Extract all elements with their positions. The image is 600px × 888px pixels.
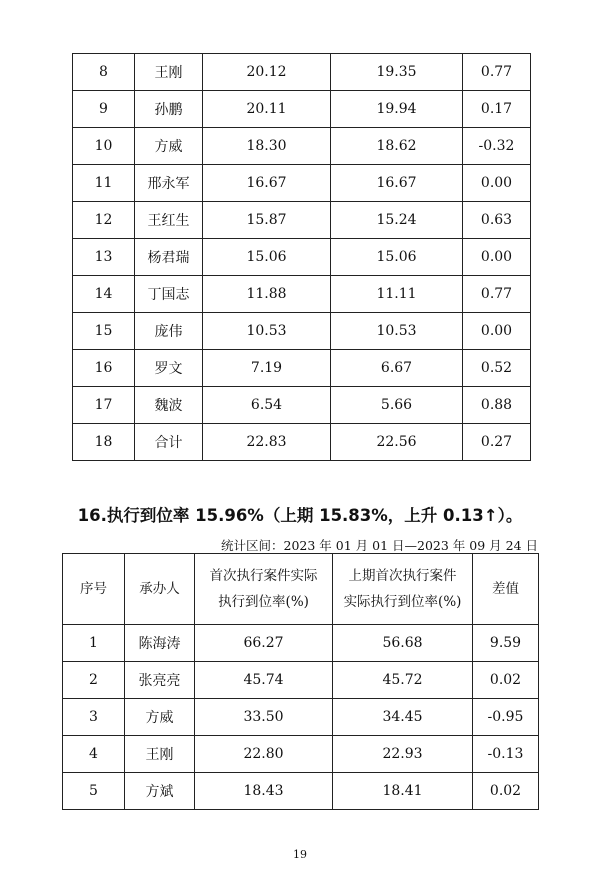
header-index: 序号 [63, 554, 125, 625]
header-current-rate-line1: 首次执行案件实际 [209, 568, 318, 584]
cell-index: 17 [73, 387, 135, 424]
cell-difference: 0.77 [463, 54, 531, 91]
table-row [73, 54, 531, 91]
table-row [73, 165, 531, 202]
cell-index: 18 [73, 424, 135, 461]
rate-table-continued [72, 53, 531, 461]
cell-current-rate: 20.12 [203, 54, 331, 91]
table-row [73, 313, 531, 350]
cell-current-rate: 33.50 [195, 699, 333, 736]
table-row [63, 625, 539, 662]
cell-handler: 丁国志 [135, 276, 203, 313]
cell-index: 8 [73, 54, 135, 91]
cell-index: 11 [73, 165, 135, 202]
cell-current-rate: 66.27 [195, 625, 333, 662]
cell-handler: 魏波 [135, 387, 203, 424]
cell-difference: 0.63 [463, 202, 531, 239]
cell-index: 13 [73, 239, 135, 276]
table-row [63, 773, 539, 810]
cell-previous-rate: 16.67 [331, 165, 463, 202]
cell-previous-rate: 19.35 [331, 54, 463, 91]
rate-table-body [73, 54, 531, 461]
cell-index: 2 [63, 662, 125, 699]
cell-handler: 杨君瑞 [135, 239, 203, 276]
cell-difference: 0.27 [463, 424, 531, 461]
section-heading: 16.执行到位率 15.96%（上期 15.83%，上升 0.13↑）。 [77, 506, 523, 525]
cell-previous-rate: 22.56 [331, 424, 463, 461]
table-row [73, 202, 531, 239]
header-current-rate-line2: 执行到位率(%) [218, 594, 309, 610]
cell-index: 12 [73, 202, 135, 239]
cell-index: 4 [63, 736, 125, 773]
cell-current-rate: 45.74 [195, 662, 333, 699]
cell-current-rate: 15.06 [203, 239, 331, 276]
execution-rate-table-body [63, 554, 539, 810]
cell-previous-rate: 15.06 [331, 239, 463, 276]
header-difference: 差值 [473, 554, 539, 625]
table-row [73, 91, 531, 128]
cell-current-rate: 18.30 [203, 128, 331, 165]
cell-index: 14 [73, 276, 135, 313]
page-number: 19 [293, 848, 307, 861]
table-row [73, 276, 531, 313]
cell-index: 15 [73, 313, 135, 350]
cell-handler: 孙鹏 [135, 91, 203, 128]
statistics-period: 统计区间：2023 年 01 月 01 日—2023 年 09 月 24 日 [221, 538, 538, 553]
cell-index: 10 [73, 128, 135, 165]
cell-difference: 0.00 [463, 239, 531, 276]
cell-previous-rate: 15.24 [331, 202, 463, 239]
table-row [73, 387, 531, 424]
cell-previous-rate: 10.53 [331, 313, 463, 350]
cell-current-rate: 7.19 [203, 350, 331, 387]
cell-handler: 王刚 [125, 736, 195, 773]
cell-current-rate: 11.88 [203, 276, 331, 313]
cell-difference: 0.02 [473, 662, 539, 699]
table-row [63, 736, 539, 773]
cell-previous-rate: 5.66 [331, 387, 463, 424]
cell-difference: 0.00 [463, 165, 531, 202]
cell-previous-rate: 18.62 [331, 128, 463, 165]
table-row [73, 424, 531, 461]
cell-difference: 0.00 [463, 313, 531, 350]
cell-index: 1 [63, 625, 125, 662]
cell-previous-rate: 19.94 [331, 91, 463, 128]
cell-handler: 罗文 [135, 350, 203, 387]
cell-previous-rate: 18.41 [333, 773, 473, 810]
table-row [73, 350, 531, 387]
header-current-rate [195, 554, 333, 625]
cell-previous-rate: 45.72 [333, 662, 473, 699]
cell-handler: 邢永军 [135, 165, 203, 202]
header-previous-rate-line2: 实际执行到位率(%) [343, 594, 462, 610]
cell-index: 3 [63, 699, 125, 736]
cell-current-rate: 20.11 [203, 91, 331, 128]
cell-current-rate: 10.53 [203, 313, 331, 350]
header-previous-rate [333, 554, 473, 625]
cell-index: 16 [73, 350, 135, 387]
cell-difference: -0.95 [473, 699, 539, 736]
cell-difference: -0.13 [473, 736, 539, 773]
cell-difference: 0.02 [473, 773, 539, 810]
cell-difference: 0.88 [463, 387, 531, 424]
table-header-row [63, 554, 539, 625]
cell-previous-rate: 34.45 [333, 699, 473, 736]
cell-handler: 方威 [125, 699, 195, 736]
cell-handler: 王刚 [135, 54, 203, 91]
table-row [73, 239, 531, 276]
cell-current-rate: 16.67 [203, 165, 331, 202]
cell-previous-rate: 11.11 [331, 276, 463, 313]
header-previous-rate-line1: 上期首次执行案件 [348, 568, 457, 584]
table-row [63, 662, 539, 699]
cell-current-rate: 22.80 [195, 736, 333, 773]
table-row [63, 699, 539, 736]
cell-index: 5 [63, 773, 125, 810]
cell-current-rate: 6.54 [203, 387, 331, 424]
cell-handler: 庞伟 [135, 313, 203, 350]
cell-previous-rate: 22.93 [333, 736, 473, 773]
cell-difference: -0.32 [463, 128, 531, 165]
cell-previous-rate: 6.67 [331, 350, 463, 387]
execution-rate-table [62, 553, 539, 810]
cell-current-rate: 22.83 [203, 424, 331, 461]
cell-previous-rate: 56.68 [333, 625, 473, 662]
cell-difference: 0.52 [463, 350, 531, 387]
header-handler: 承办人 [125, 554, 195, 625]
cell-difference: 0.17 [463, 91, 531, 128]
table-row [73, 128, 531, 165]
cell-index: 9 [73, 91, 135, 128]
cell-handler: 王红生 [135, 202, 203, 239]
cell-handler: 张亮亮 [125, 662, 195, 699]
cell-difference: 9.59 [473, 625, 539, 662]
cell-current-rate: 18.43 [195, 773, 333, 810]
cell-current-rate: 15.87 [203, 202, 331, 239]
cell-handler: 方威 [135, 128, 203, 165]
cell-handler: 合计 [135, 424, 203, 461]
cell-handler: 陈海涛 [125, 625, 195, 662]
cell-difference: 0.77 [463, 276, 531, 313]
cell-handler: 方斌 [125, 773, 195, 810]
